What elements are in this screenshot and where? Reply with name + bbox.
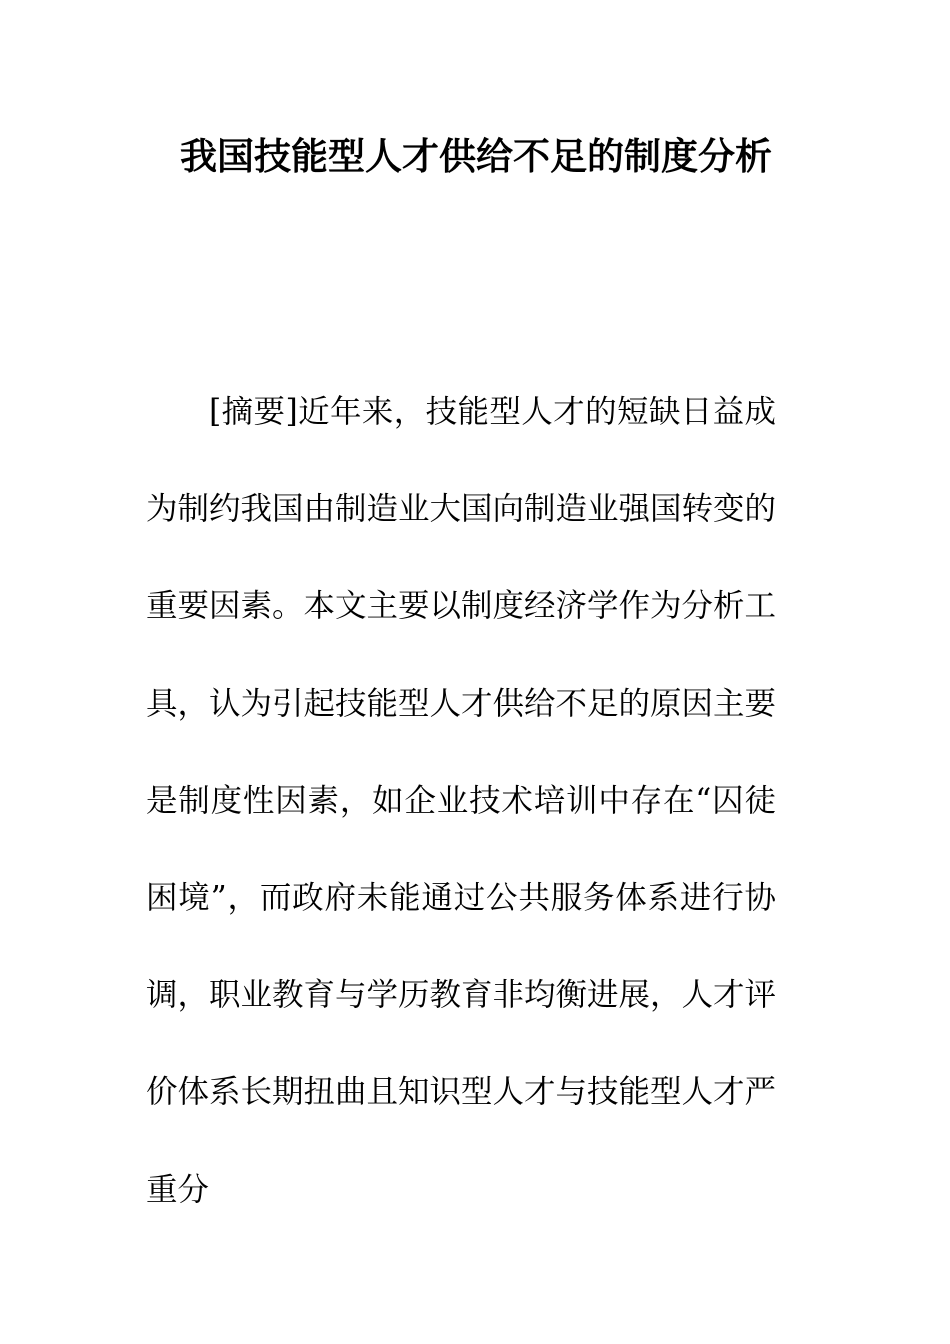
document-title: 我国技能型人才供给不足的制度分析 — [180, 135, 772, 178]
abstract-paragraph — [146, 364, 776, 1239]
abstract-label: [摘要] — [209, 394, 298, 430]
abstract-text: 近年来，技能型人才的短缺日益成为制约我国由制造业大国向制造业强国转变的重要因素。本文主要以制度经济学作为分析工具，认为引起技能型人才供给不足的原因主要是制度性因素，如企业技术培训中存在“囚徒困境”，而政府未能通过公共服务体系进行协调，职业教育与学历教育非均衡进展，人才评价体系长期扭曲且知识型人才与技能型人才严重分 — [146, 394, 777, 1208]
